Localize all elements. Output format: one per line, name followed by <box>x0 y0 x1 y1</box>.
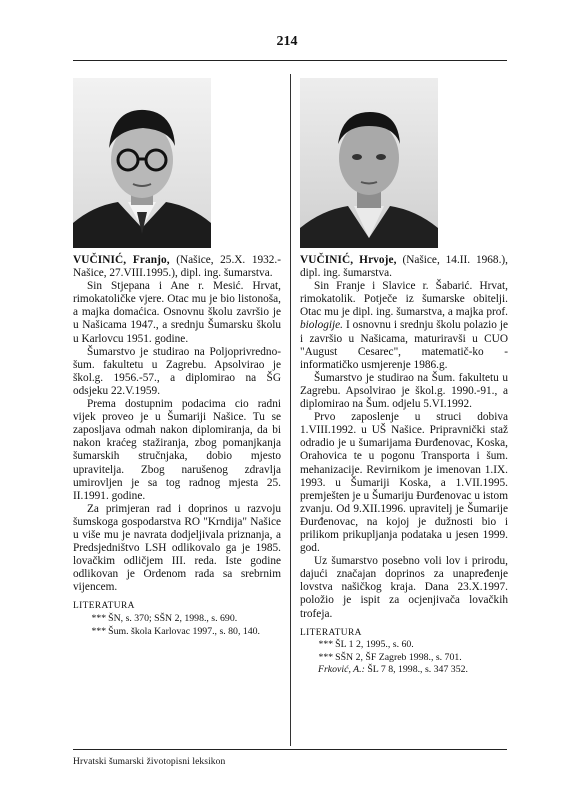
column-divider <box>290 74 291 746</box>
literature-item: Frković, A.: ŠL 7 8, 1998., s. 347 352. <box>318 664 468 676</box>
entry-left <box>73 78 281 638</box>
literature-section <box>73 600 281 638</box>
paragraph: Prema dostupnim podacima cio radni vijek proveo je u Šumariji Našice. Tu se zaposljava odmah nakon diplomiranja, da bi nakon kraćeg stažiranja, zbog pomanjkanja šumarskih stručnjaka, dobio mjesto upravitelja. Zbog narušenog zdravlja umirovljen je sa tog radnog mjesta 25. II.1991. godine. <box>73 398 281 502</box>
paragraph: Šumarstvo je studirao na Poljoprivredno-šum. fakultetu u Zagrebu. Apsolvirao je škol.g. 1956.-57., a diplomirao na ŠG odsjeku 22.V.1959. <box>73 345 281 397</box>
portrait-photo-franjo <box>73 78 211 248</box>
literature-item: *** SŠN 2, ŠF Zagreb 1998., s. 701. <box>318 651 462 663</box>
paragraph: Uz šumarstvo posebno voli lov i prirodu, dajući značajan doprinos za unapređenje lovstva našičkog kraja. Dana 23.X.1997. položio je ispit za ocjenjivača lovačkih trofeja. <box>300 555 508 620</box>
page-footer: Hrvatski šumarski životopisni leksikon <box>73 757 226 767</box>
entry-dates: (Našice, 25.X. 1932.- Našice, 27.VIII.1995.), dipl. ing. šumarstva. <box>73 254 281 280</box>
page-number: 214 <box>276 34 298 49</box>
portrait-photo-hrvoje <box>300 78 438 248</box>
top-rule <box>73 60 507 61</box>
entry-dates: (Našice, 14.II. 1968.), dipl. ing. šumarstva. <box>300 254 508 280</box>
entry-heading <box>73 254 281 280</box>
bottom-rule <box>73 749 507 750</box>
literature-item: *** ŠL 1 2, 1995., s. 60. <box>318 639 414 651</box>
paragraph: Sin Franje i Slavice r. Šabarić. Hrvat, rimokatolik. Potječe iz šumarske obitelji. Otac mu je dipl. ing. šumarstva, a majka prof. biologije. I osnovnu i srednju školu polazio je i završio u Našicama, maturiravši u CUO "August Cesarec", matematič-ko - informatičko usmjerenje 1986.g. <box>300 280 508 371</box>
paragraph: Prvo zaposlenje u struci dobiva 1.VIII.1992. u UŠ Našice. Pripravnički staž odradio je u šumarijama Đurđenovac, Koska, Orahovica te u pogonu Transporta i šum. mehanizacije. Revirnikom je imenovan 1.IX. 1993. u Šumariji Koska, a 1.VII.1995. premješten je u Šumariju Đurđenovac u istom zvanju. Od 9.XII.1996. upravitelj je Šumarije Đurđenovac, na kojoj je dužnosti bio i prilikom prikupljanja podataka u jesen 1999. god. <box>300 411 508 555</box>
entry-heading <box>300 254 508 280</box>
literature-section <box>300 627 508 677</box>
literature-item: *** ŠN, s. 370; SŠN 2, 1998., s. 690. <box>91 613 238 625</box>
paragraph: Za primjeran rad i doprinos u razvoju šumskoga gospodarstva RO "Krndija" Našice u više mu je navrata dodjeljivala priznanja, a Predsjedništvo LSH odlikovalo ga je 1985. lovačkim odličjem III. reda. Iste godine odlikovan je Ordenom rada sa srebrnim vijencem. <box>73 502 281 594</box>
paragraph: Sin Stjepana i Ane r. Mesić. Hrvat, rimokatoličke vjere. Otac mu je bio listonoša, a majka domaćica. Osnovnu školu završio je u Našicama 1947., a srednju Šumarsku školu u Karlovcu 1951. godine. <box>73 280 281 345</box>
entry-name: VUČINIĆ, Hrvoje, <box>300 254 397 266</box>
literature-title: LITERATURA <box>300 627 362 638</box>
paragraph: Šumarstvo je studirao na Šum. fakultetu u Zagrebu. Apsolvirao je škol.g. 1990.-91., a diplomirao na Šum. odjelu 5.VI.1992. <box>300 371 508 411</box>
literature-item: *** Šum. škola Karlovac 1997., s. 80, 140. <box>91 625 260 637</box>
literature-title: LITERATURA <box>73 601 135 612</box>
entry-name: VUČINIĆ, Franjo, <box>73 254 170 266</box>
entry-right <box>300 78 508 677</box>
